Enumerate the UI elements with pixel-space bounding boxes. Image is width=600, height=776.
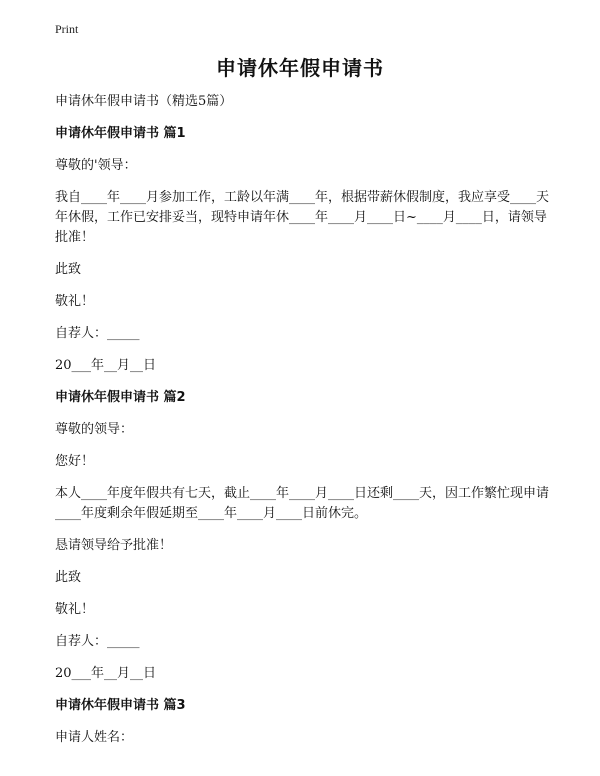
section-1-heading: 申请休年假申请书 篇1 (55, 126, 186, 141)
section-2-greeting: 尊敬的领导： (55, 422, 134, 437)
section-1-greeting: 尊敬的'领导： (55, 158, 137, 173)
section-2-signer: 自荐人：_____ (55, 634, 140, 649)
section-2-date: 20___年__月__日 (55, 666, 157, 681)
print-link[interactable]: Print (55, 22, 79, 36)
section-3-applicant-label: 申请人姓名： (55, 730, 134, 745)
section-1-signer: 自荐人：_____ (55, 326, 140, 341)
section-2-hello: 您好！ (55, 454, 95, 469)
document-body (55, 92, 555, 760)
section-1-salute: 敬礼！ (55, 294, 95, 309)
section-1-date: 20___年__月__日 (55, 358, 157, 373)
section-1-body: 我自____年____月参加工作，工龄以年满____年，根据带薪休假制度，我应享受____天年休假，工作已安排妥当，现特申请年休____年____月____日~____月____日，请领导批准！ (55, 190, 550, 245)
section-3-heading: 申请休年假申请书 篇3 (55, 698, 186, 713)
section-2-salute: 敬礼！ (55, 602, 95, 617)
section-2-closing: 此致 (55, 570, 82, 585)
section-2-heading: 申请休年假申请书 篇2 (55, 390, 186, 405)
intro-text: 申请休年假申请书（精选5篇） (55, 94, 233, 109)
document-title: 申请休年假申请书 (216, 56, 384, 80)
section-2-body: 本人____年度年假共有七天，截止____年____月____日还剩____天，因工作繁忙现申请____年度剩余年假延期至____年____月____日前休完。 (55, 486, 550, 521)
section-1-closing: 此致 (55, 262, 82, 277)
section-2-request: 恳请领导给予批准！ (55, 538, 173, 553)
